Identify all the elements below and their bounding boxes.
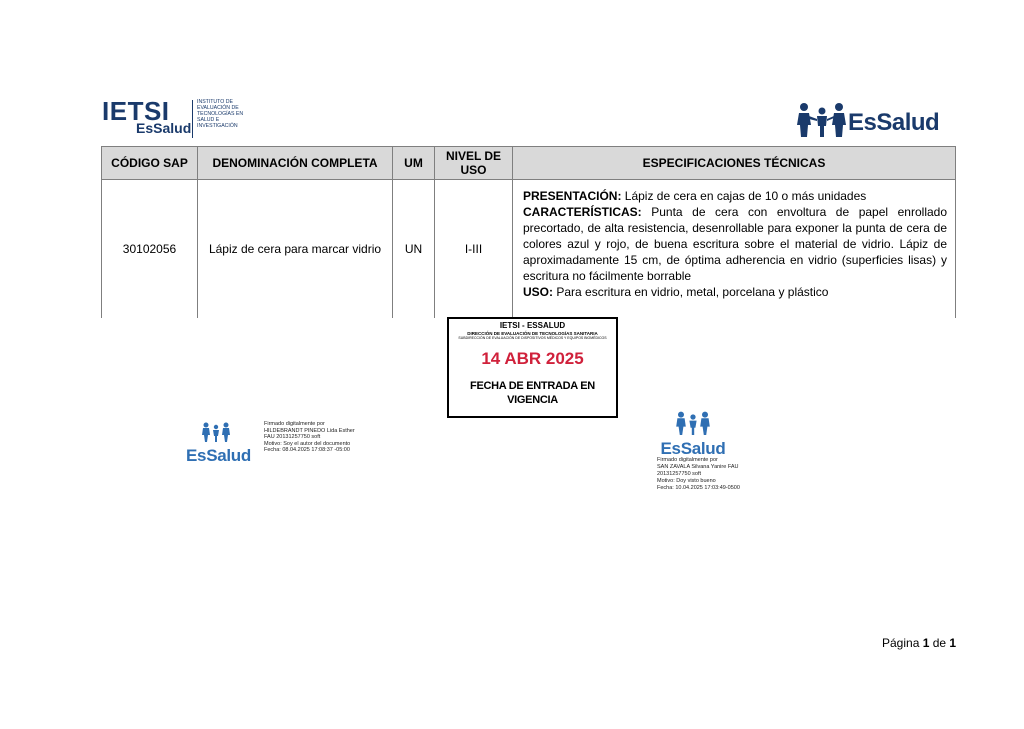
specifications-table: [101, 146, 956, 318]
page-total: 1: [949, 636, 957, 650]
ietsi-logo-divider: [192, 100, 193, 138]
page-number: Página 1 de 1: [882, 636, 957, 650]
spec-uso-text: Para escritura en vidrio, metal, porcelana y plástico: [553, 285, 829, 299]
essalud-family-icon: [201, 422, 231, 442]
header-denominacion: DENOMINACIÓN COMPLETA: [198, 147, 393, 180]
stamp-date: 14 ABR 2025: [481, 349, 584, 368]
signature-2-logo: [657, 411, 729, 457]
table-header-row: [102, 147, 956, 180]
spec-uso: [523, 284, 947, 300]
ietsi-logo-essalud: EsSalud: [136, 120, 192, 136]
table-row: [102, 180, 956, 319]
signature-2-text: Firmado digitalmente por SAN ZAVALA Silvana Yanire FAU 20131257750 soft Motivo: Doy visto bueno Fecha: 10.04.2025 17:03:49-0500: [657, 457, 740, 491]
spec-presentacion: [523, 188, 947, 204]
spec-caracteristicas-text: Punta de cera con envoltura de papel enrollado precortado, de alta resistencia, desenrollable para exponer la punta de cera de colores azul y rojo, de buena escritura sobre el material de vidrio. Lápiz de aproximadamente 15 cm, de óptima adherencia en vidrio (superficies lisas) y escritura no fácilmente borrable: [523, 205, 947, 283]
cell-denominacion: Lápiz de cera para marcar vidrio: [198, 180, 393, 319]
spec-presentacion-label: PRESENTACIÓN:: [523, 189, 622, 203]
essalud-logo-word: EsSalud: [848, 109, 940, 136]
signature-1-logo-word: EsSalud: [186, 446, 251, 465]
header-especificaciones: ESPECIFICACIONES TÉCNICAS: [513, 147, 956, 180]
spec-presentacion-text: Lápiz de cera en cajas de 10 o más unidades: [621, 189, 867, 203]
signature-1-text: Firmado digitalmente por HILDEBRANDT PINEDO Lida Esther FAU 20131257750 soft Motivo: Soy el autor del documento Fecha: 08.04.2025 17:08:37 -05:00: [264, 421, 355, 454]
header-um: UM: [393, 147, 435, 180]
ietsi-logo-word: IETSI: [102, 96, 170, 126]
signature-2-logo-word: EsSalud: [660, 439, 726, 458]
spec-uso-label: USO:: [523, 285, 553, 299]
cell-nivel-uso: I-III: [435, 180, 513, 319]
ietsi-logo: [102, 98, 262, 140]
stamp-direccion: DIRECCIÓN DE EVALUACIÓN DE TECNOLOGÍAS SANITARIA: [467, 331, 598, 336]
essalud-family-icon: [796, 102, 848, 138]
signature-1-logo: [186, 422, 251, 465]
header-nivel-uso: NIVEL DE USO: [435, 147, 513, 180]
header-codigo-sap: CÓDIGO SAP: [102, 147, 198, 180]
ietsi-institute-name: INSTITUTO DE EVALUACIÓN DE TECNOLOGÍAS EN SALUD E INVESTIGACIÓN: [197, 99, 244, 129]
essalud-logo: [796, 100, 956, 140]
spec-caracteristicas: [523, 204, 947, 284]
essalud-family-icon: [675, 411, 711, 435]
cell-especificaciones: [513, 180, 956, 319]
page-current: 1: [922, 636, 930, 650]
validity-stamp: [447, 317, 618, 418]
spec-caracteristicas-label: CARACTERÍSTICAS:: [523, 205, 642, 219]
cell-um: UN: [393, 180, 435, 319]
stamp-footer: FECHA DE ENTRADA EN VIGENCIA: [470, 380, 595, 406]
cell-codigo-sap: 30102056: [102, 180, 198, 319]
stamp-subdireccion: SUBDIRECCIÓN DE EVALUACIÓN DE DISPOSITIVOS MÉDICOS Y EQUIPOS BIOMÉDICOS: [458, 336, 607, 340]
stamp-title: IETSI - ESSALUD: [499, 321, 566, 330]
